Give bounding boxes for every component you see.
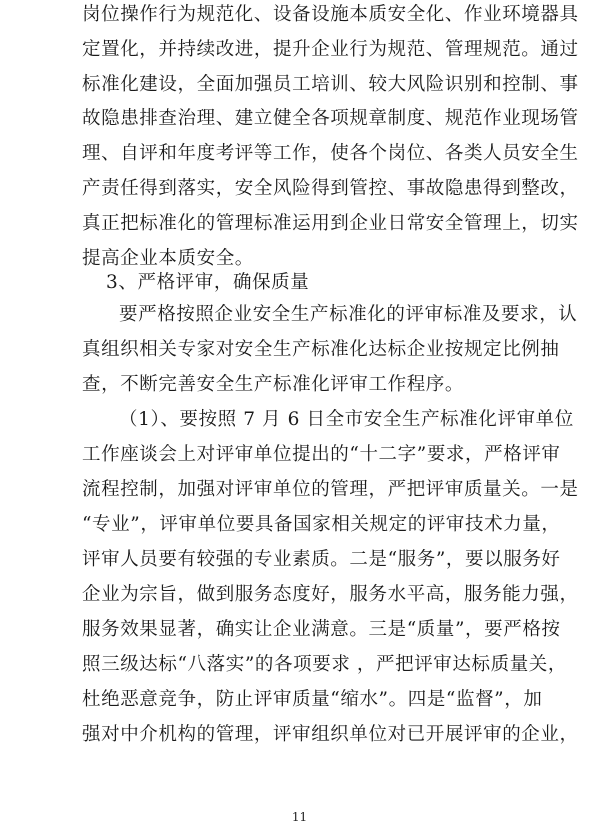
- paragraph-line: 岗位操作行为规范化、设备设施本质安全化、作业环境器具: [82, 4, 579, 25]
- paragraph-line: 照三级达标“八落实”的各项要求 ，严把评审达标质量关，: [82, 654, 567, 675]
- paragraph-line: （1）、要按照 7 月 6 日全市安全生产标准化评审单位: [119, 409, 574, 430]
- section-heading: 3、严格评审，确保质量: [106, 272, 310, 293]
- paragraph-line: 评审人员要有较强的专业素质。二是“服务”，要以服务好: [82, 549, 561, 570]
- paragraph-line: 理、自评和年度考评等工作，使各个岗位、各类人员安全生: [82, 143, 579, 164]
- paragraph-line: 产责任得到落实，安全风险得到管控、事故隐患得到整改，: [82, 178, 579, 199]
- paragraph-line: 杜绝恶意竞争，防止评审质量“缩水”。四是“监督”，加: [82, 689, 543, 710]
- paragraph-line: 企业为宗旨，做到服务态度好，服务水平高，服务能力强，: [82, 584, 579, 605]
- paragraph-line: 工作座谈会上对评审单位提出的“十二字”要求，严格评审: [82, 444, 561, 465]
- paragraph-line: 提高企业本质安全。: [82, 248, 254, 269]
- paragraph-line: 强对中介机构的管理，评审组织单位对已开展评审的企业，: [82, 724, 579, 745]
- paragraph-line: 定置化，并持续改进，提升企业行为规范、管理规范。通过: [82, 39, 579, 60]
- paragraph-line: 流程控制，加强对评审单位的管理，严把评审质量关。一是: [82, 479, 579, 500]
- paragraph-line: 服务效果显著，确实让企业满意。三是“质量”，要严格按: [82, 619, 561, 640]
- paragraph-line: “专业”，评审单位要具备国家相关规定的评审技术力量，: [82, 514, 561, 535]
- paragraph-line: 标准化建设，全面加强员工培训、较大风险识别和控制、事: [82, 74, 579, 95]
- paragraph-line: 要严格按照企业安全生产标准化的评审标准及要求，认: [119, 304, 578, 325]
- paragraph-line: 查，不断完善安全生产标准化评审工作程序。: [82, 374, 465, 395]
- paragraph-line: 真组织相关专家对安全生产标准化达标企业按规定比例抽: [82, 339, 560, 360]
- paragraph-line: 真正把标准化的管理标准运用到企业日常安全管理上，切实: [82, 213, 579, 234]
- page-number: 11: [291, 810, 308, 824]
- paragraph-line: 故隐患排查治理、建立健全各项规章制度、规范作业现场管: [82, 108, 579, 129]
